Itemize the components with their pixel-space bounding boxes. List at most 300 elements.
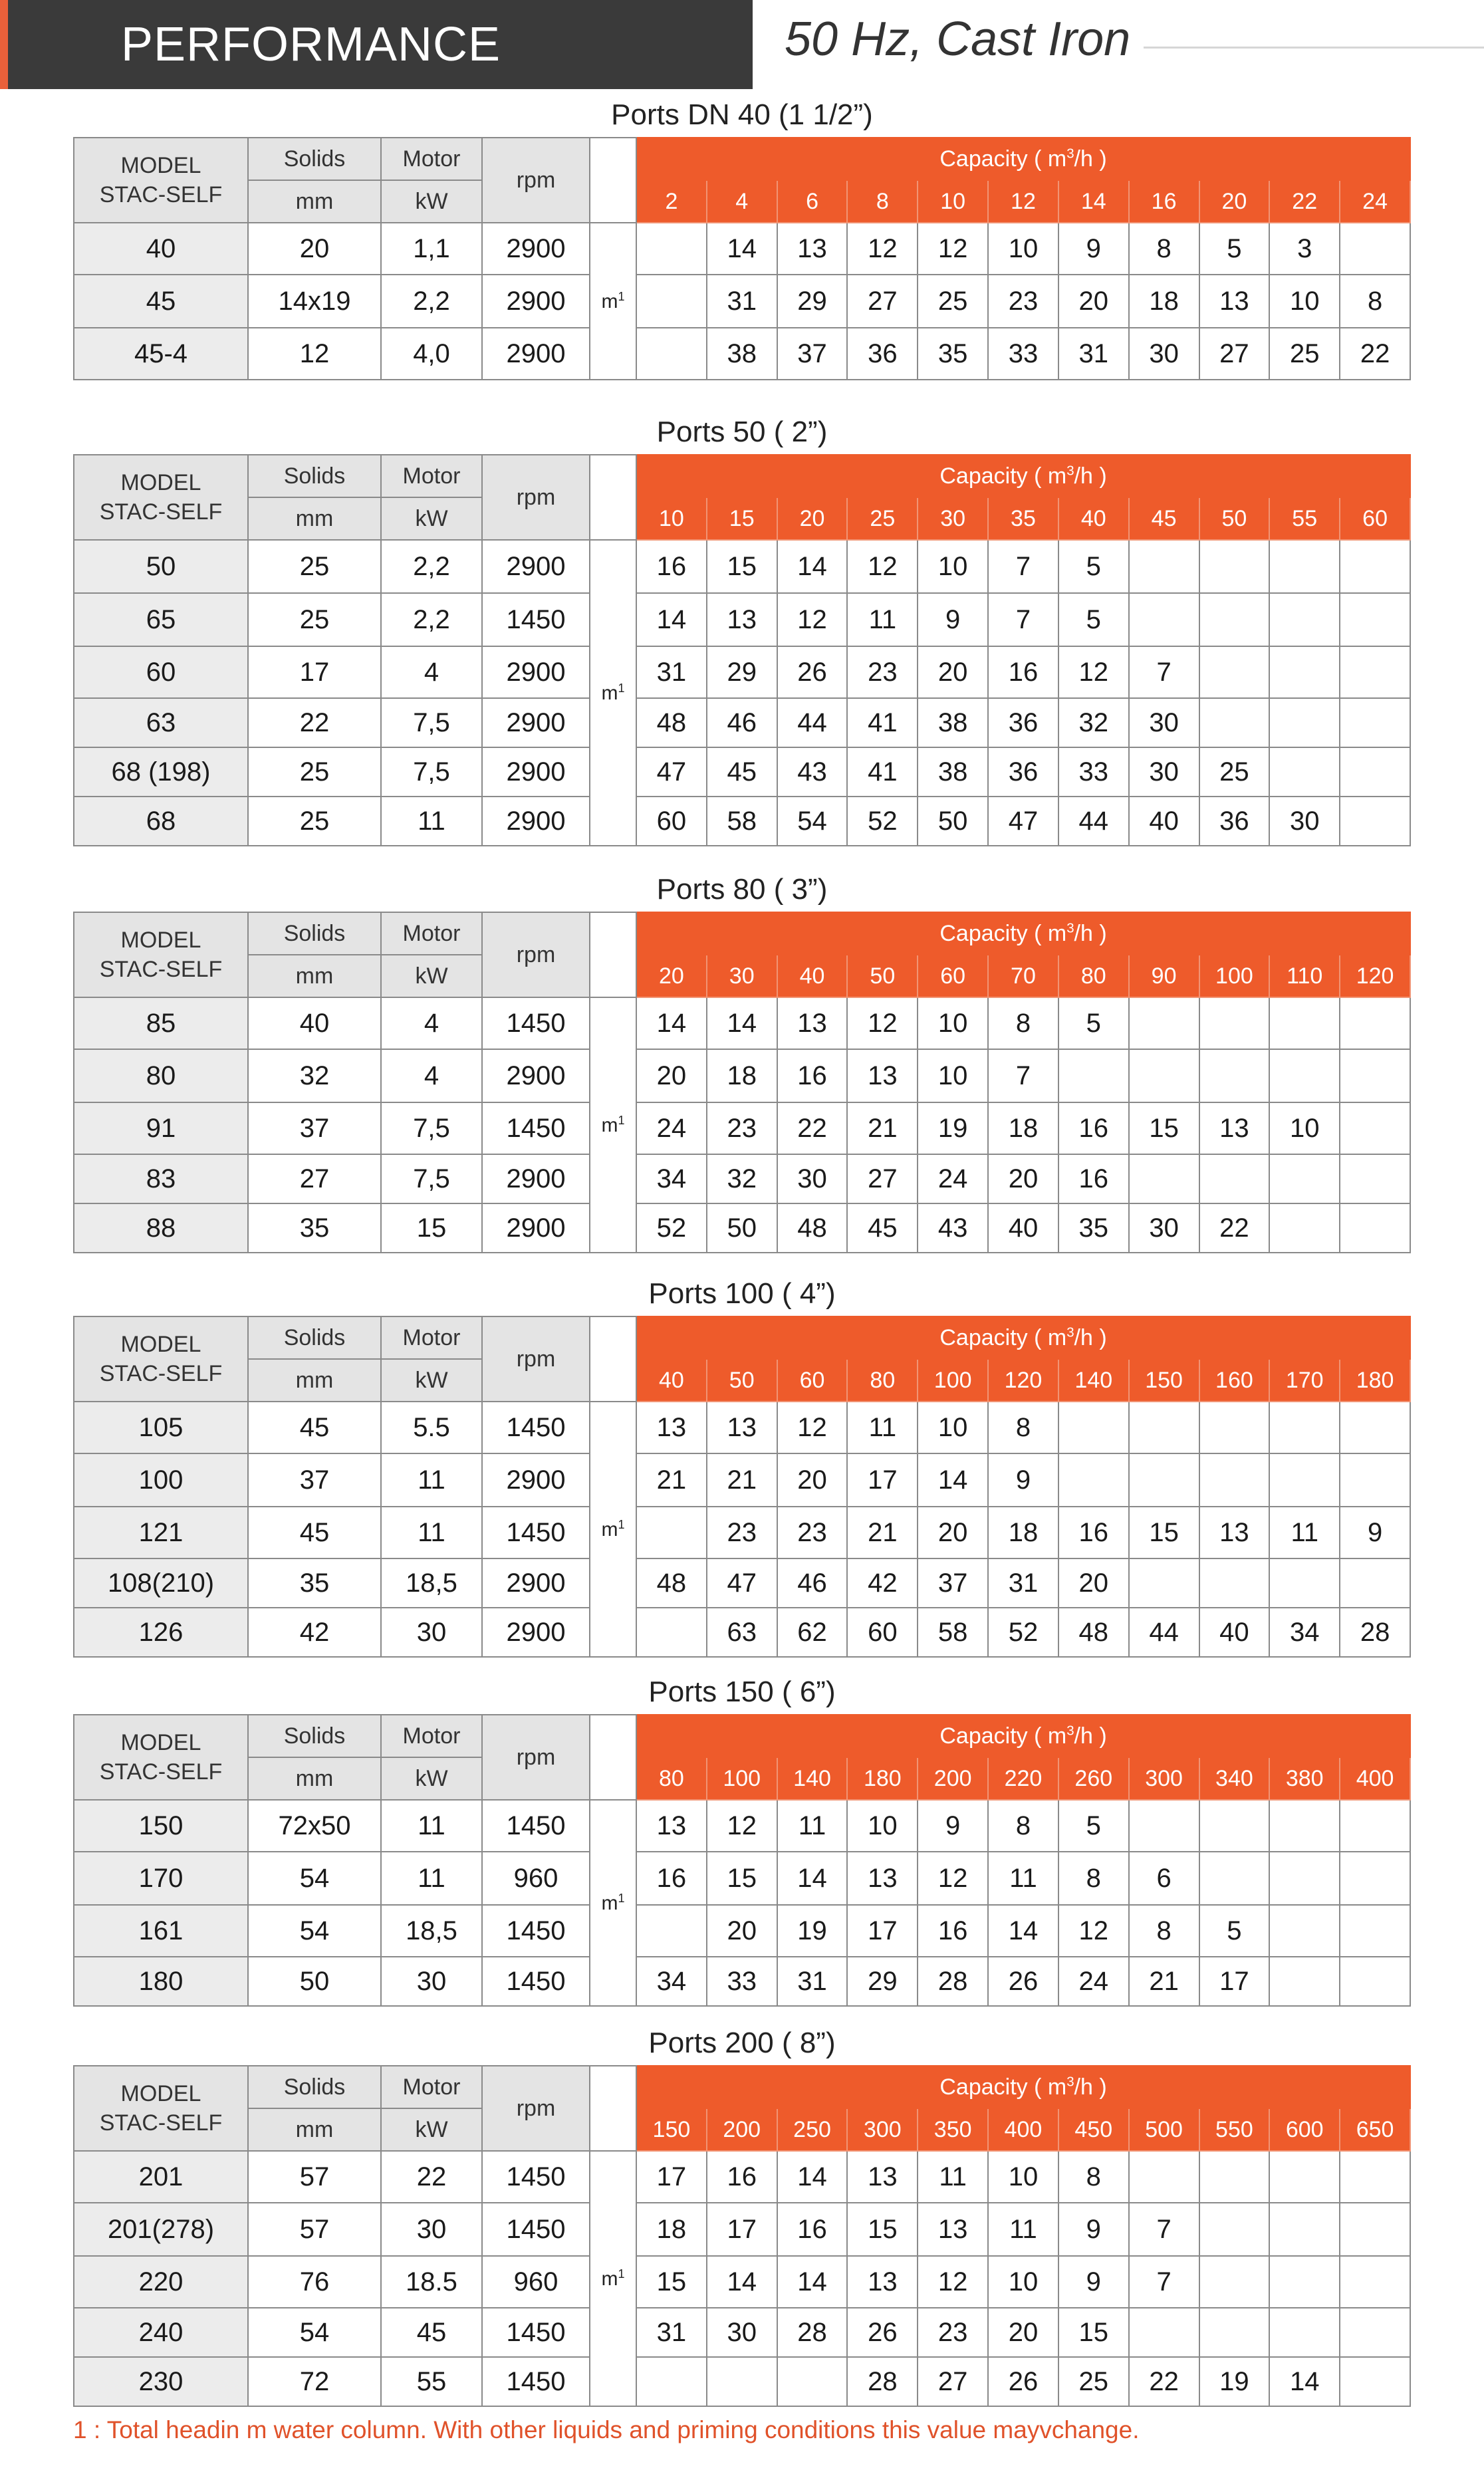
head-cell: 31 <box>636 646 707 698</box>
model-cell: 240 <box>74 2308 248 2357</box>
head-cell <box>1269 2151 1340 2203</box>
motor-unit: kW <box>381 497 482 540</box>
model-cell: 88 <box>74 1203 248 1253</box>
head-cell: 12 <box>777 593 848 646</box>
head-cell <box>1199 1154 1270 1203</box>
head-cell: 28 <box>1340 1608 1410 1657</box>
motor-cell: 15 <box>381 1203 482 1253</box>
head-cell: 47 <box>988 797 1058 846</box>
motor-cell: 7,5 <box>381 747 482 797</box>
head-cell: 27 <box>847 275 918 328</box>
head-cell: 21 <box>707 1453 777 1507</box>
head-cell: 18 <box>707 1049 777 1102</box>
head-cell: 48 <box>1058 1608 1129 1657</box>
head-cell: 48 <box>636 698 707 747</box>
head-unit-sup: 1 <box>618 681 625 695</box>
head-cell <box>1340 997 1410 1049</box>
head-cell: 15 <box>1129 1507 1199 1558</box>
capacity-value: 650 <box>1340 2108 1410 2151</box>
head-cell: 25 <box>1199 747 1270 797</box>
head-cell: 7 <box>1129 2256 1199 2308</box>
head-cell: 34 <box>636 1957 707 2006</box>
head-cell: 27 <box>847 1154 918 1203</box>
head-cell <box>777 2357 848 2406</box>
motor-cell: 18,5 <box>381 1905 482 1957</box>
head-cell: 13 <box>636 1800 707 1852</box>
head-cell: 18 <box>1129 275 1199 328</box>
model-cell: 220 <box>74 2256 248 2308</box>
motor-cell: 11 <box>381 797 482 846</box>
capacity-value: 80 <box>1058 955 1129 997</box>
rpm-header: rpm <box>482 138 590 223</box>
head-unit-sup: 1 <box>618 2267 625 2281</box>
head-cell: 8 <box>1058 2151 1129 2203</box>
head-cell: 50 <box>707 1203 777 1253</box>
head-cell: 26 <box>777 646 848 698</box>
capacity-value: 20 <box>777 497 848 540</box>
head-cell <box>1199 1453 1270 1507</box>
capacity-suffix: /h ) <box>1074 463 1107 489</box>
head-cell: 44 <box>777 698 848 747</box>
head-cell: 29 <box>777 275 848 328</box>
head-cell: 15 <box>636 2256 707 2308</box>
head-cell <box>636 328 707 380</box>
head-cell: 34 <box>1269 1608 1340 1657</box>
capacity-value: 80 <box>847 1359 918 1402</box>
head-cell: 10 <box>918 1402 988 1453</box>
capacity-prefix: Capacity ( m <box>939 2074 1067 2100</box>
capacity-value: 60 <box>777 1359 848 1402</box>
capacity-value: 380 <box>1269 1757 1340 1800</box>
head-cell: 17 <box>636 2151 707 2203</box>
capacity-suffix: /h ) <box>1074 1324 1107 1350</box>
table-row <box>74 1608 1410 1657</box>
rpm-header: rpm <box>482 1316 590 1402</box>
head-cell: 36 <box>847 328 918 380</box>
head-cell: 22 <box>1129 2357 1199 2406</box>
head-cell: 13 <box>918 2203 988 2256</box>
motor-unit: kW <box>381 2108 482 2151</box>
head-cell <box>1269 1800 1340 1852</box>
head-cell <box>1340 646 1410 698</box>
head-cell: 10 <box>988 223 1058 275</box>
solids-cell: 22 <box>248 698 381 747</box>
table-row <box>74 2203 1410 2256</box>
head-unit-sup: 1 <box>618 289 625 303</box>
rpm-cell: 2900 <box>482 1608 590 1657</box>
head-cell: 35 <box>918 328 988 380</box>
head-cell: 33 <box>707 1957 777 2006</box>
head-cell: 19 <box>1199 2357 1270 2406</box>
rpm-cell: 1450 <box>482 593 590 646</box>
capacity-header <box>636 1316 1410 1359</box>
motor-header: Motor <box>381 912 482 955</box>
head-cell: 9 <box>1058 223 1129 275</box>
capacity-value: 340 <box>1199 1757 1270 1800</box>
head-cell <box>636 275 707 328</box>
table-row <box>74 2357 1410 2406</box>
stac-self-label: STAC-SELF <box>99 957 223 982</box>
solids-cell: 27 <box>248 1154 381 1203</box>
head-cell <box>1340 2151 1410 2203</box>
capacity-value: 80 <box>636 1757 707 1800</box>
capacity-value: 350 <box>918 2108 988 2151</box>
capacity-value: 300 <box>847 2108 918 2151</box>
head-cell <box>1269 593 1340 646</box>
head-cell <box>1199 997 1270 1049</box>
head-cell <box>636 223 707 275</box>
solids-cell: 14x19 <box>248 275 381 328</box>
head-cell: 14 <box>707 2256 777 2308</box>
unit-header-blank <box>590 912 636 997</box>
head-cell: 22 <box>777 1102 848 1154</box>
solids-cell: 72 <box>248 2357 381 2406</box>
head-cell: 13 <box>847 1049 918 1102</box>
head-cell: 22 <box>1340 328 1410 380</box>
head-cell: 37 <box>918 1558 988 1608</box>
model-cell: 170 <box>74 1852 248 1905</box>
head-cell: 16 <box>707 2151 777 2203</box>
motor-cell: 18.5 <box>381 2256 482 2308</box>
head-cell: 7 <box>988 1049 1058 1102</box>
rpm-cell: 2900 <box>482 646 590 698</box>
table-row <box>74 275 1410 328</box>
head-cell <box>1129 540 1199 593</box>
capacity-value: 300 <box>1129 1757 1199 1800</box>
head-cell: 24 <box>636 1102 707 1154</box>
solids-header: Solids <box>248 912 381 955</box>
motor-cell: 11 <box>381 1800 482 1852</box>
capacity-value: 25 <box>847 497 918 540</box>
table-row <box>74 698 1410 747</box>
capacity-header <box>636 912 1410 955</box>
capacity-value: 120 <box>1340 955 1410 997</box>
head-unit-cell <box>590 997 636 1253</box>
motor-unit: kW <box>381 1757 482 1800</box>
head-cell: 27 <box>1199 328 1270 380</box>
head-cell: 44 <box>1129 1608 1199 1657</box>
model-cell: 161 <box>74 1905 248 1957</box>
capacity-sup: 3 <box>1066 921 1074 936</box>
capacity-value: 15 <box>707 497 777 540</box>
head-cell: 13 <box>636 1402 707 1453</box>
model-cell: 60 <box>74 646 248 698</box>
capacity-sup: 3 <box>1066 2074 1074 2090</box>
capacity-value: 35 <box>988 497 1058 540</box>
head-cell <box>1199 2203 1270 2256</box>
head-cell <box>1340 1154 1410 1203</box>
rpm-header: rpm <box>482 912 590 997</box>
head-cell <box>1340 797 1410 846</box>
head-cell: 14 <box>1269 2357 1340 2406</box>
head-cell: 13 <box>707 593 777 646</box>
motor-header: Motor <box>381 1715 482 1757</box>
capacity-sup: 3 <box>1066 463 1074 479</box>
stac-self-label: STAC-SELF <box>99 499 223 525</box>
head-cell: 13 <box>1199 1507 1270 1558</box>
table-row <box>74 1453 1410 1507</box>
head-cell: 28 <box>777 2308 848 2357</box>
model-label: MODEL <box>120 2081 201 2106</box>
unit-header-blank <box>590 138 636 223</box>
capacity-prefix: Capacity ( m <box>939 463 1067 489</box>
head-cell <box>1269 1402 1340 1453</box>
motor-cell: 11 <box>381 1453 482 1507</box>
port-section-title: Ports 150 ( 6”) <box>648 1676 836 1708</box>
table-row <box>74 747 1410 797</box>
model-cell: 126 <box>74 1608 248 1657</box>
capacity-value: 6 <box>777 180 848 223</box>
head-cell: 9 <box>1340 1507 1410 1558</box>
table-row <box>74 593 1410 646</box>
capacity-value: 250 <box>777 2108 848 2151</box>
head-cell: 25 <box>918 275 988 328</box>
head-cell: 8 <box>988 1800 1058 1852</box>
motor-unit: kW <box>381 1359 482 1402</box>
head-cell: 30 <box>1129 698 1199 747</box>
head-cell: 38 <box>707 328 777 380</box>
solids-cell: 54 <box>248 1852 381 1905</box>
head-cell: 15 <box>847 2203 918 2256</box>
motor-cell: 1,1 <box>381 223 482 275</box>
head-cell <box>1269 1852 1340 1905</box>
head-cell: 30 <box>777 1154 848 1203</box>
head-cell <box>1129 2308 1199 2357</box>
capacity-value: 16 <box>1129 180 1199 223</box>
head-cell: 27 <box>918 2357 988 2406</box>
head-cell: 15 <box>1058 2308 1129 2357</box>
table-row <box>74 1852 1410 1905</box>
solids-cell: 32 <box>248 1049 381 1102</box>
solids-cell: 37 <box>248 1453 381 1507</box>
head-cell: 43 <box>918 1203 988 1253</box>
motor-cell: 11 <box>381 1507 482 1558</box>
motor-header: Motor <box>381 138 482 180</box>
head-cell: 5 <box>1058 997 1129 1049</box>
head-unit-sup: 1 <box>618 1891 625 1905</box>
capacity-header <box>636 1715 1410 1757</box>
head-cell: 17 <box>847 1905 918 1957</box>
capacity-value: 24 <box>1340 180 1410 223</box>
head-cell: 7 <box>988 593 1058 646</box>
head-cell: 36 <box>988 747 1058 797</box>
capacity-value: 160 <box>1199 1359 1270 1402</box>
head-cell: 13 <box>1199 1102 1270 1154</box>
model-cell: 45-4 <box>74 328 248 380</box>
head-cell: 20 <box>1058 1558 1129 1608</box>
head-cell: 37 <box>777 328 848 380</box>
head-cell <box>1340 1800 1410 1852</box>
head-cell: 38 <box>918 747 988 797</box>
head-cell <box>1340 1957 1410 2006</box>
head-cell: 16 <box>636 540 707 593</box>
head-cell: 5 <box>1058 593 1129 646</box>
model-header <box>74 2066 248 2151</box>
solids-unit: mm <box>248 1757 381 1800</box>
head-cell: 14 <box>636 593 707 646</box>
head-cell: 5 <box>1058 1800 1129 1852</box>
head-cell: 63 <box>707 1608 777 1657</box>
head-cell <box>1129 1402 1199 1453</box>
capacity-value: 20 <box>636 955 707 997</box>
head-cell: 29 <box>847 1957 918 2006</box>
head-cell: 11 <box>1269 1507 1340 1558</box>
head-cell: 11 <box>847 593 918 646</box>
head-cell: 52 <box>847 797 918 846</box>
head-cell: 30 <box>1129 1203 1199 1253</box>
head-cell: 14 <box>707 997 777 1049</box>
capacity-suffix: /h ) <box>1074 920 1107 946</box>
capacity-value: 8 <box>847 180 918 223</box>
head-cell: 9 <box>1058 2256 1129 2308</box>
head-cell <box>1340 1402 1410 1453</box>
head-cell: 12 <box>777 1402 848 1453</box>
head-cell: 10 <box>918 997 988 1049</box>
solids-header: Solids <box>248 455 381 497</box>
performance-table <box>73 137 1411 380</box>
head-cell <box>1340 2203 1410 2256</box>
head-cell <box>636 2357 707 2406</box>
model-cell: 108(210) <box>74 1558 248 1608</box>
head-cell <box>1199 1558 1270 1608</box>
model-cell: 80 <box>74 1049 248 1102</box>
capacity-value: 170 <box>1269 1359 1340 1402</box>
head-cell <box>1058 1049 1129 1102</box>
motor-unit: kW <box>381 180 482 223</box>
head-cell: 16 <box>1058 1507 1129 1558</box>
model-header <box>74 1316 248 1402</box>
motor-cell: 7,5 <box>381 1154 482 1203</box>
head-cell: 43 <box>777 747 848 797</box>
table-row <box>74 1905 1410 1957</box>
head-cell <box>1199 2308 1270 2357</box>
head-cell <box>1129 1049 1199 1102</box>
head-cell <box>1269 646 1340 698</box>
head-cell: 30 <box>1269 797 1340 846</box>
head-unit-cell <box>590 1800 636 2006</box>
head-cell: 52 <box>988 1608 1058 1657</box>
motor-cell: 4 <box>381 997 482 1049</box>
rpm-cell: 1450 <box>482 997 590 1049</box>
model-cell: 50 <box>74 540 248 593</box>
table-row <box>74 997 1410 1049</box>
stac-self-label: STAC-SELF <box>99 1759 223 1785</box>
head-cell: 11 <box>988 1852 1058 1905</box>
capacity-value: 150 <box>636 2108 707 2151</box>
head-cell: 10 <box>847 1800 918 1852</box>
head-cell <box>1269 1905 1340 1957</box>
head-cell <box>1199 1402 1270 1453</box>
head-cell: 52 <box>636 1203 707 1253</box>
head-cell: 21 <box>847 1102 918 1154</box>
head-cell: 13 <box>847 2256 918 2308</box>
head-cell: 40 <box>988 1203 1058 1253</box>
head-cell <box>1269 1049 1340 1102</box>
model-header <box>74 138 248 223</box>
head-cell: 14 <box>777 1852 848 1905</box>
head-cell: 50 <box>918 797 988 846</box>
model-cell: 85 <box>74 997 248 1049</box>
head-cell: 10 <box>918 1049 988 1102</box>
capacity-value: 400 <box>988 2108 1058 2151</box>
capacity-value: 110 <box>1269 955 1340 997</box>
capacity-value: 180 <box>1340 1359 1410 1402</box>
model-cell: 201 <box>74 2151 248 2203</box>
table-row <box>74 646 1410 698</box>
capacity-value: 50 <box>1199 497 1270 540</box>
head-cell: 26 <box>988 2357 1058 2406</box>
model-header <box>74 912 248 997</box>
head-cell <box>1269 540 1340 593</box>
capacity-suffix: /h ) <box>1074 2074 1107 2100</box>
head-cell: 26 <box>988 1957 1058 2006</box>
head-unit-cell <box>590 223 636 380</box>
head-cell: 20 <box>988 2308 1058 2357</box>
head-unit-base: m <box>601 2267 618 2290</box>
capacity-sup: 3 <box>1066 1723 1074 1739</box>
capacity-value: 200 <box>918 1757 988 1800</box>
head-cell: 20 <box>777 1453 848 1507</box>
head-cell: 14 <box>777 2256 848 2308</box>
model-cell: 63 <box>74 698 248 747</box>
head-cell <box>1269 698 1340 747</box>
capacity-value: 200 <box>707 2108 777 2151</box>
head-unit-sup: 1 <box>618 1517 625 1531</box>
head-cell <box>1340 540 1410 593</box>
table-row <box>74 1402 1410 1453</box>
head-cell <box>1340 1558 1410 1608</box>
solids-cell: 57 <box>248 2151 381 2203</box>
head-cell: 16 <box>636 1852 707 1905</box>
solids-cell: 76 <box>248 2256 381 2308</box>
table-row <box>74 2256 1410 2308</box>
solids-cell: 54 <box>248 2308 381 2357</box>
head-cell: 62 <box>777 1608 848 1657</box>
capacity-value: 180 <box>847 1757 918 1800</box>
head-cell <box>1340 1203 1410 1253</box>
motor-cell: 2,2 <box>381 275 482 328</box>
capacity-suffix: /h ) <box>1074 1723 1107 1749</box>
rpm-cell: 2900 <box>482 1558 590 1608</box>
rpm-cell: 2900 <box>482 1049 590 1102</box>
head-cell: 6 <box>1129 1852 1199 1905</box>
head-cell: 13 <box>1199 275 1270 328</box>
head-cell: 10 <box>1269 275 1340 328</box>
rpm-cell: 1450 <box>482 2308 590 2357</box>
head-cell <box>1199 1852 1270 1905</box>
solids-cell: 25 <box>248 540 381 593</box>
rpm-cell: 1450 <box>482 2203 590 2256</box>
solids-cell: 25 <box>248 593 381 646</box>
solids-cell: 50 <box>248 1957 381 2006</box>
head-cell: 24 <box>1058 1957 1129 2006</box>
head-cell <box>1340 2357 1410 2406</box>
head-cell: 58 <box>918 1608 988 1657</box>
head-cell <box>1269 2256 1340 2308</box>
head-cell <box>1129 997 1199 1049</box>
head-cell <box>1340 1102 1410 1154</box>
head-cell: 40 <box>1199 1608 1270 1657</box>
banner-accent-stripe <box>0 0 8 89</box>
subtitle-rule <box>1144 47 1484 49</box>
head-cell: 23 <box>918 2308 988 2357</box>
head-cell: 15 <box>707 540 777 593</box>
head-cell: 12 <box>847 540 918 593</box>
head-cell <box>1269 1154 1340 1203</box>
head-cell: 8 <box>1340 275 1410 328</box>
head-cell: 17 <box>847 1453 918 1507</box>
capacity-sup: 3 <box>1066 146 1074 162</box>
